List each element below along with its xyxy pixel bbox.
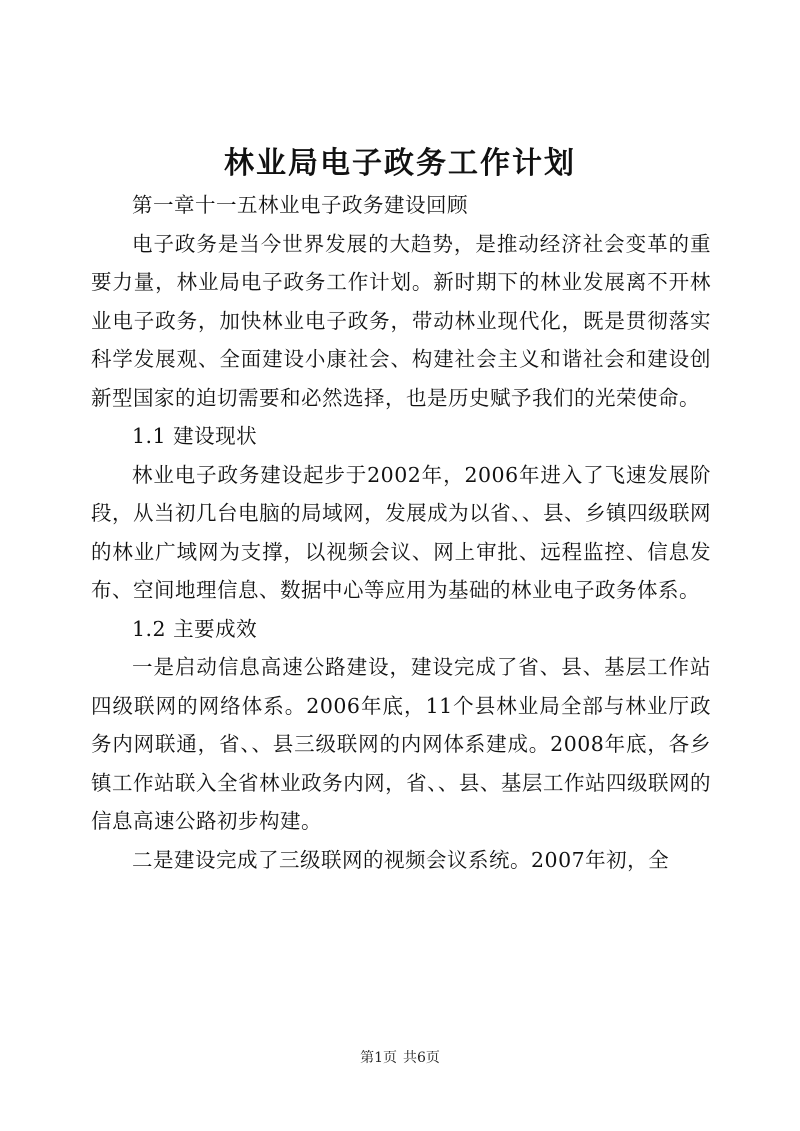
section-heading: 1.1 建设现状 [132, 424, 258, 448]
document-body [91, 186, 711, 879]
paragraph: 二是建设完成了三级联网的视频会议系统。2007年初，全 [132, 847, 670, 872]
paragraph: 林业电子政务建设起步于2002年，2006年进入了飞速发展阶段，从当初几台电脑的局域网，发展成为以省、、县、乡镇四级联网的林业广域网为支撑，以视频会议、网上审批、远程监控、信息发布、空间地理信息、数据中心等应用为基础的林业电子政务体系。 [91, 462, 711, 602]
paragraph: 一是启动信息高速公路建设，建设完成了省、县、基层工作站四级联网的网络体系。2006年底，11个县林业局全部与林业厅政务内网联通，省、、县三级联网的内网体系建成。2008年底，各乡镇工作站联入全省林业政务内网，省、、县、基层工作站四级联网的信息高速公路初步构建。 [91, 655, 711, 833]
section-heading: 1.2 主要成效 [132, 616, 258, 641]
document-title: 林业局电子政务工作计划 [224, 146, 576, 181]
paragraph: 电子政务是当今世界发展的大趋势，是推动经济社会变革的重要力量，林业局电子政务工作计划。新时期下的林业发展离不开林业电子政务，加快林业电子政务，带动林业现代化，既是贯彻落实科学发展观、全面建设小康社会、构建社会主义和谐社会和建设创新型国家的迫切需要和必然选择，也是历史赋予我们的光荣使命。 [91, 231, 711, 410]
page-footer [0, 1048, 800, 1068]
page-total: 共6页 [403, 1050, 440, 1066]
chapter-heading: 第一章十一五林业电子政务建设回顾 [132, 193, 468, 217]
page-number: 第1页 [360, 1050, 397, 1066]
